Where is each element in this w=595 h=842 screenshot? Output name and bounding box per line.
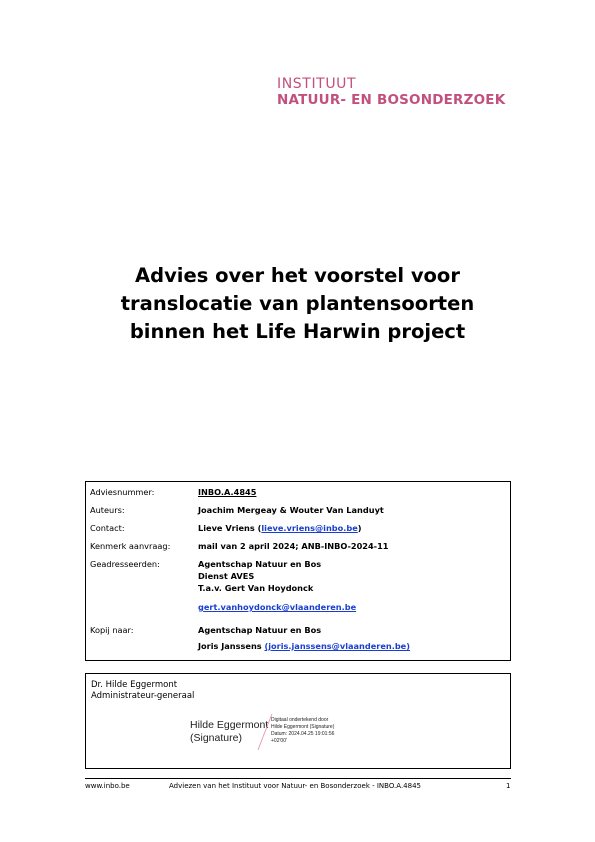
signature-sub: (Signature)	[190, 732, 242, 744]
signatory-name: Dr. Hilde Eggermont	[91, 680, 178, 690]
digital-line-3: Datum: 2024.04.25 19:01:56	[271, 731, 335, 737]
kopij-label: Kopij naar:	[90, 625, 134, 635]
kenmerk-label: Kenmerk aanvraag:	[90, 541, 171, 551]
advice-info-box	[85, 481, 511, 661]
auteurs-value: Joachim Mergeay & Wouter Van Landuyt	[198, 505, 384, 515]
contact-email-link[interactable]: lieve.vriens@inbo.be	[261, 523, 358, 533]
logo-line-2: NATUUR- EN BOSONDERZOEK	[277, 92, 506, 108]
title-line-3: binnen het Life Harwin project	[129, 320, 466, 343]
digital-line-1: Digitaal ondertekend door	[271, 717, 329, 723]
title-line-2: translocatie van plantensoorten	[120, 292, 475, 315]
title-line-1: Advies over het voorstel voor	[135, 264, 460, 287]
digital-line-2: Hilde Eggermont (Signature)	[271, 724, 335, 730]
geadresseerden-label: Geadresseerden:	[90, 559, 160, 569]
footer-page-number: 1	[506, 782, 511, 790]
footer-website: www.inbo.be	[85, 782, 130, 790]
contact-value	[198, 523, 362, 534]
signature-name: Hilde Eggermont	[190, 719, 269, 731]
adviesnummer-value: INBO.A.4845	[198, 487, 257, 497]
inbo-logo	[277, 76, 505, 108]
geadresseerden-line-2: Dienst AVES	[198, 571, 255, 581]
contact-name: Lieve Vriens (	[198, 523, 262, 533]
kopij-email-link[interactable]: (joris.janssens@vlaanderen.be)	[264, 641, 410, 651]
geadresseerden-line-3: T.a.v. Gert Van Hoydonck	[198, 583, 314, 593]
signature-box	[85, 673, 511, 769]
document-title	[60, 262, 535, 346]
kopij-name: Joris Janssens	[198, 641, 265, 651]
kenmerk-value: mail van 2 april 2024; ANB-INBO-2024-11	[198, 541, 389, 551]
signatory-role: Administrateur-generaal	[91, 691, 195, 701]
contact-close: )	[357, 523, 362, 533]
digital-line-4: +02'00'	[271, 738, 287, 744]
contact-label: Contact:	[90, 523, 125, 533]
digital-signature-note	[271, 717, 334, 745]
signatory	[91, 680, 194, 702]
adviesnummer-label: Adviesnummer:	[90, 487, 155, 497]
footer-center-text: Adviezen van het Instituut voor Natuur- en Bosonderzoek - INBO.A.4845	[169, 782, 421, 790]
geadresseerden-line-1: Agentschap Natuur en Bos	[198, 559, 322, 569]
logo-line-1: INSTITUUT	[277, 76, 357, 92]
footer-divider	[85, 778, 511, 779]
geadresseerden-email-link[interactable]: gert.vanhoydonck@vlaanderen.be	[198, 602, 357, 612]
auteurs-label: Auteurs:	[90, 505, 125, 515]
kopij-line-2	[198, 641, 410, 652]
kopij-line-1: Agentschap Natuur en Bos	[198, 625, 322, 635]
